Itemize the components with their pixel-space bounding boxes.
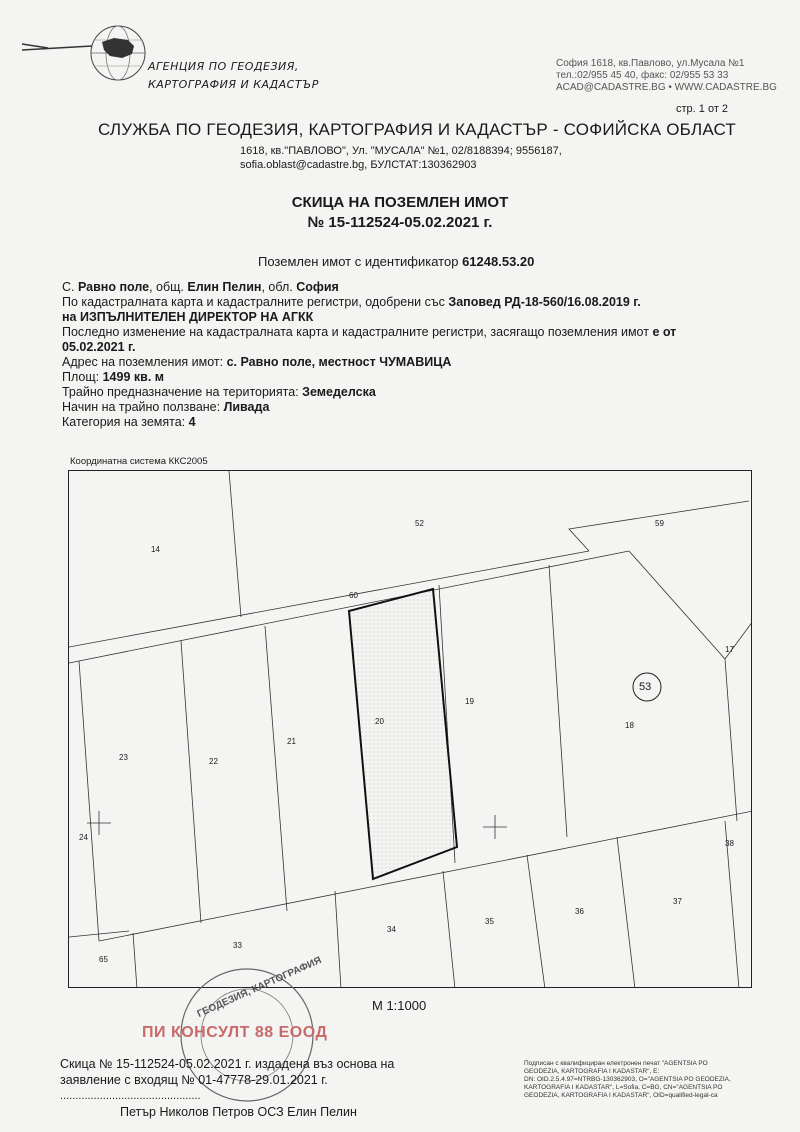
parcel-label-17: 17	[725, 645, 734, 654]
subject-parcel-outline	[349, 589, 457, 879]
last-change-date	[62, 340, 676, 355]
office-contact-line2: sofia.oblast@cadastre.bg, БУЛСТАТ:130362903	[240, 159, 477, 171]
parcel-label-19: 19	[465, 697, 474, 706]
parcel-label-23: 23	[119, 753, 128, 762]
txt: С.	[62, 280, 78, 294]
parcel-address: с. Равно поле, местност ЧУМАВИЦА	[226, 355, 452, 369]
parcel-label-60: 60	[349, 591, 358, 600]
esig-line1: Подписан с квалифициран електронен печат "AGENTSIA PO	[524, 1060, 708, 1067]
map-scale: М 1:1000	[372, 998, 427, 1013]
category-value: 4	[188, 415, 196, 429]
consult-stamp: ПИ КОНСУЛТ 88 ЕООД	[142, 1024, 328, 1041]
parcel-identifier	[258, 254, 534, 269]
txt-bold: е от	[652, 325, 677, 339]
purpose-line	[62, 385, 676, 400]
cadastral-map	[68, 470, 752, 988]
identifier-value: 61248.53.20	[462, 254, 535, 269]
parcel-label-53: 53	[639, 681, 652, 693]
parcel-label-18: 18	[625, 721, 634, 730]
parcel-label-36: 36	[575, 907, 584, 916]
parcel-label-33: 33	[233, 941, 242, 950]
document-title-text: СКИЦА НА ПОЗЕМЛЕН ИМОТ	[291, 194, 509, 211]
agency-name-line2: КАРТОГРАФИЯ И КАДАСТЪР	[148, 78, 319, 91]
parcel-details	[62, 280, 676, 430]
txt: Трайно предназначение на територията:	[62, 385, 303, 399]
last-change-line	[62, 325, 676, 340]
agency-logo	[18, 22, 148, 84]
issued-line2: заявление с входящ № 01-47778-29.01.2021 г.	[60, 1073, 328, 1087]
signature-dots: ..............................................	[60, 1090, 201, 1102]
address-line3: ACAD@CADASTRE.BG • WWW.CADASTRE.BG	[556, 82, 777, 93]
txt: Категория на земята:	[62, 415, 189, 429]
parcel-label-24: 24	[79, 833, 88, 842]
location-line	[62, 280, 676, 295]
parcel-label-20: 20	[375, 717, 384, 726]
identifier-label: Поземлен имот с идентификатор	[258, 254, 459, 269]
category-line	[62, 415, 676, 430]
txt: , обл.	[261, 280, 297, 294]
usage-value: Ливада	[223, 400, 270, 414]
parcel-label-22: 22	[209, 757, 218, 766]
parcel-label-65: 65	[99, 955, 108, 964]
esig-line5: GEODEZIA, KARTOGRAFIA I KADASTAR", OID=qualified-legal-ca	[524, 1092, 718, 1099]
address-line	[62, 355, 676, 370]
office-contact	[240, 144, 562, 172]
document-title	[0, 194, 800, 231]
txt: По кадастралната карта и кадастралните регистри, одобрени със	[62, 295, 449, 309]
address-line2: тел.:02/955 45 40, факс: 02/955 53 33	[556, 70, 729, 81]
electronic-signature	[524, 1060, 790, 1100]
purpose-value: Земеделска	[302, 385, 376, 399]
txt: , общ.	[149, 280, 188, 294]
cadastral-map-drawing	[69, 471, 752, 988]
approval-line	[62, 295, 676, 310]
office-contact-line1: 1618, кв."ПАВЛОВО", Ул. "МУСАЛА" №1, 02/8188394; 9556187,	[240, 145, 562, 157]
txt: Начин на трайно ползване:	[62, 400, 224, 414]
area-value: 1499 кв. м	[102, 370, 165, 384]
director-line	[62, 310, 676, 325]
esig-line2: GEODEZIA, KARTOGRAFIA I KADASTAR", E:	[524, 1068, 660, 1075]
order-number: Заповед РД-18-560/16.08.2019 г.	[448, 295, 641, 309]
document-number: № 15-112524-05.02.2021 г.	[307, 214, 493, 231]
director: на ИЗПЪЛНИТЕЛЕН ДИРЕКТОР НА АГКК	[62, 310, 314, 324]
txt: Площ:	[62, 370, 103, 384]
region: София	[296, 280, 339, 294]
esig-line3: DN: OID.2.5.4.97=NTRBG-130362903, O="AGENTSIA PO GEODEZIA,	[524, 1076, 731, 1083]
txt: Адрес на поземления имот:	[62, 355, 227, 369]
agency-name-line1: АГЕНЦИЯ ПО ГЕОДЕЗИЯ,	[148, 60, 299, 73]
txt: Последно изменение на кадастралната карта и кадастралните регистри, засягащо поземления имот	[62, 325, 653, 339]
parcel-label-59: 59	[655, 519, 664, 528]
parcel-label-35: 35	[485, 917, 494, 926]
office-name: СЛУЖБА ПО ГЕОДЕЗИЯ, КАРТОГРАФИЯ И КАДАСТЪР - СОФИЙСКА ОБЛАСТ	[98, 120, 736, 139]
agency-address	[556, 58, 777, 94]
coord-system-label: Координатна система ККС2005	[70, 456, 208, 467]
issued-line1: Скица № 15-112524-05.02.2021 г. издадена въз основа на	[60, 1057, 395, 1071]
usage-line	[62, 400, 676, 415]
page-number: стр. 1 от 2	[676, 103, 729, 115]
parcel-label-34: 34	[387, 925, 396, 934]
signer-name: Петър Николов Петров ОСЗ Елин Пелин	[120, 1105, 357, 1119]
parcel-label-52: 52	[415, 519, 424, 528]
parcel-label-14: 14	[151, 545, 160, 554]
parcel-label-21: 21	[287, 737, 296, 746]
address-line1: София 1618, кв.Павлово, ул.Мусала №1	[556, 58, 745, 69]
municipality: Елин Пелин	[187, 280, 262, 294]
parcel-label-37: 37	[673, 897, 682, 906]
agency-name	[148, 58, 319, 94]
area-line	[62, 370, 676, 385]
esig-line4: KARTOGRAFIA I KADASTAR", L=Sofia, C=BG, CN="AGENTSIA PO	[524, 1084, 723, 1091]
village: Равно поле	[77, 280, 150, 294]
change-date: 05.02.2021 г.	[62, 340, 136, 354]
parcel-label-38: 38	[725, 839, 734, 848]
issued-statement	[60, 1056, 394, 1120]
seal-text: ГЕОДЕЗИЯ, КАРТОГРАФИЯ	[195, 955, 324, 1020]
globe-logo-icon	[18, 22, 148, 84]
